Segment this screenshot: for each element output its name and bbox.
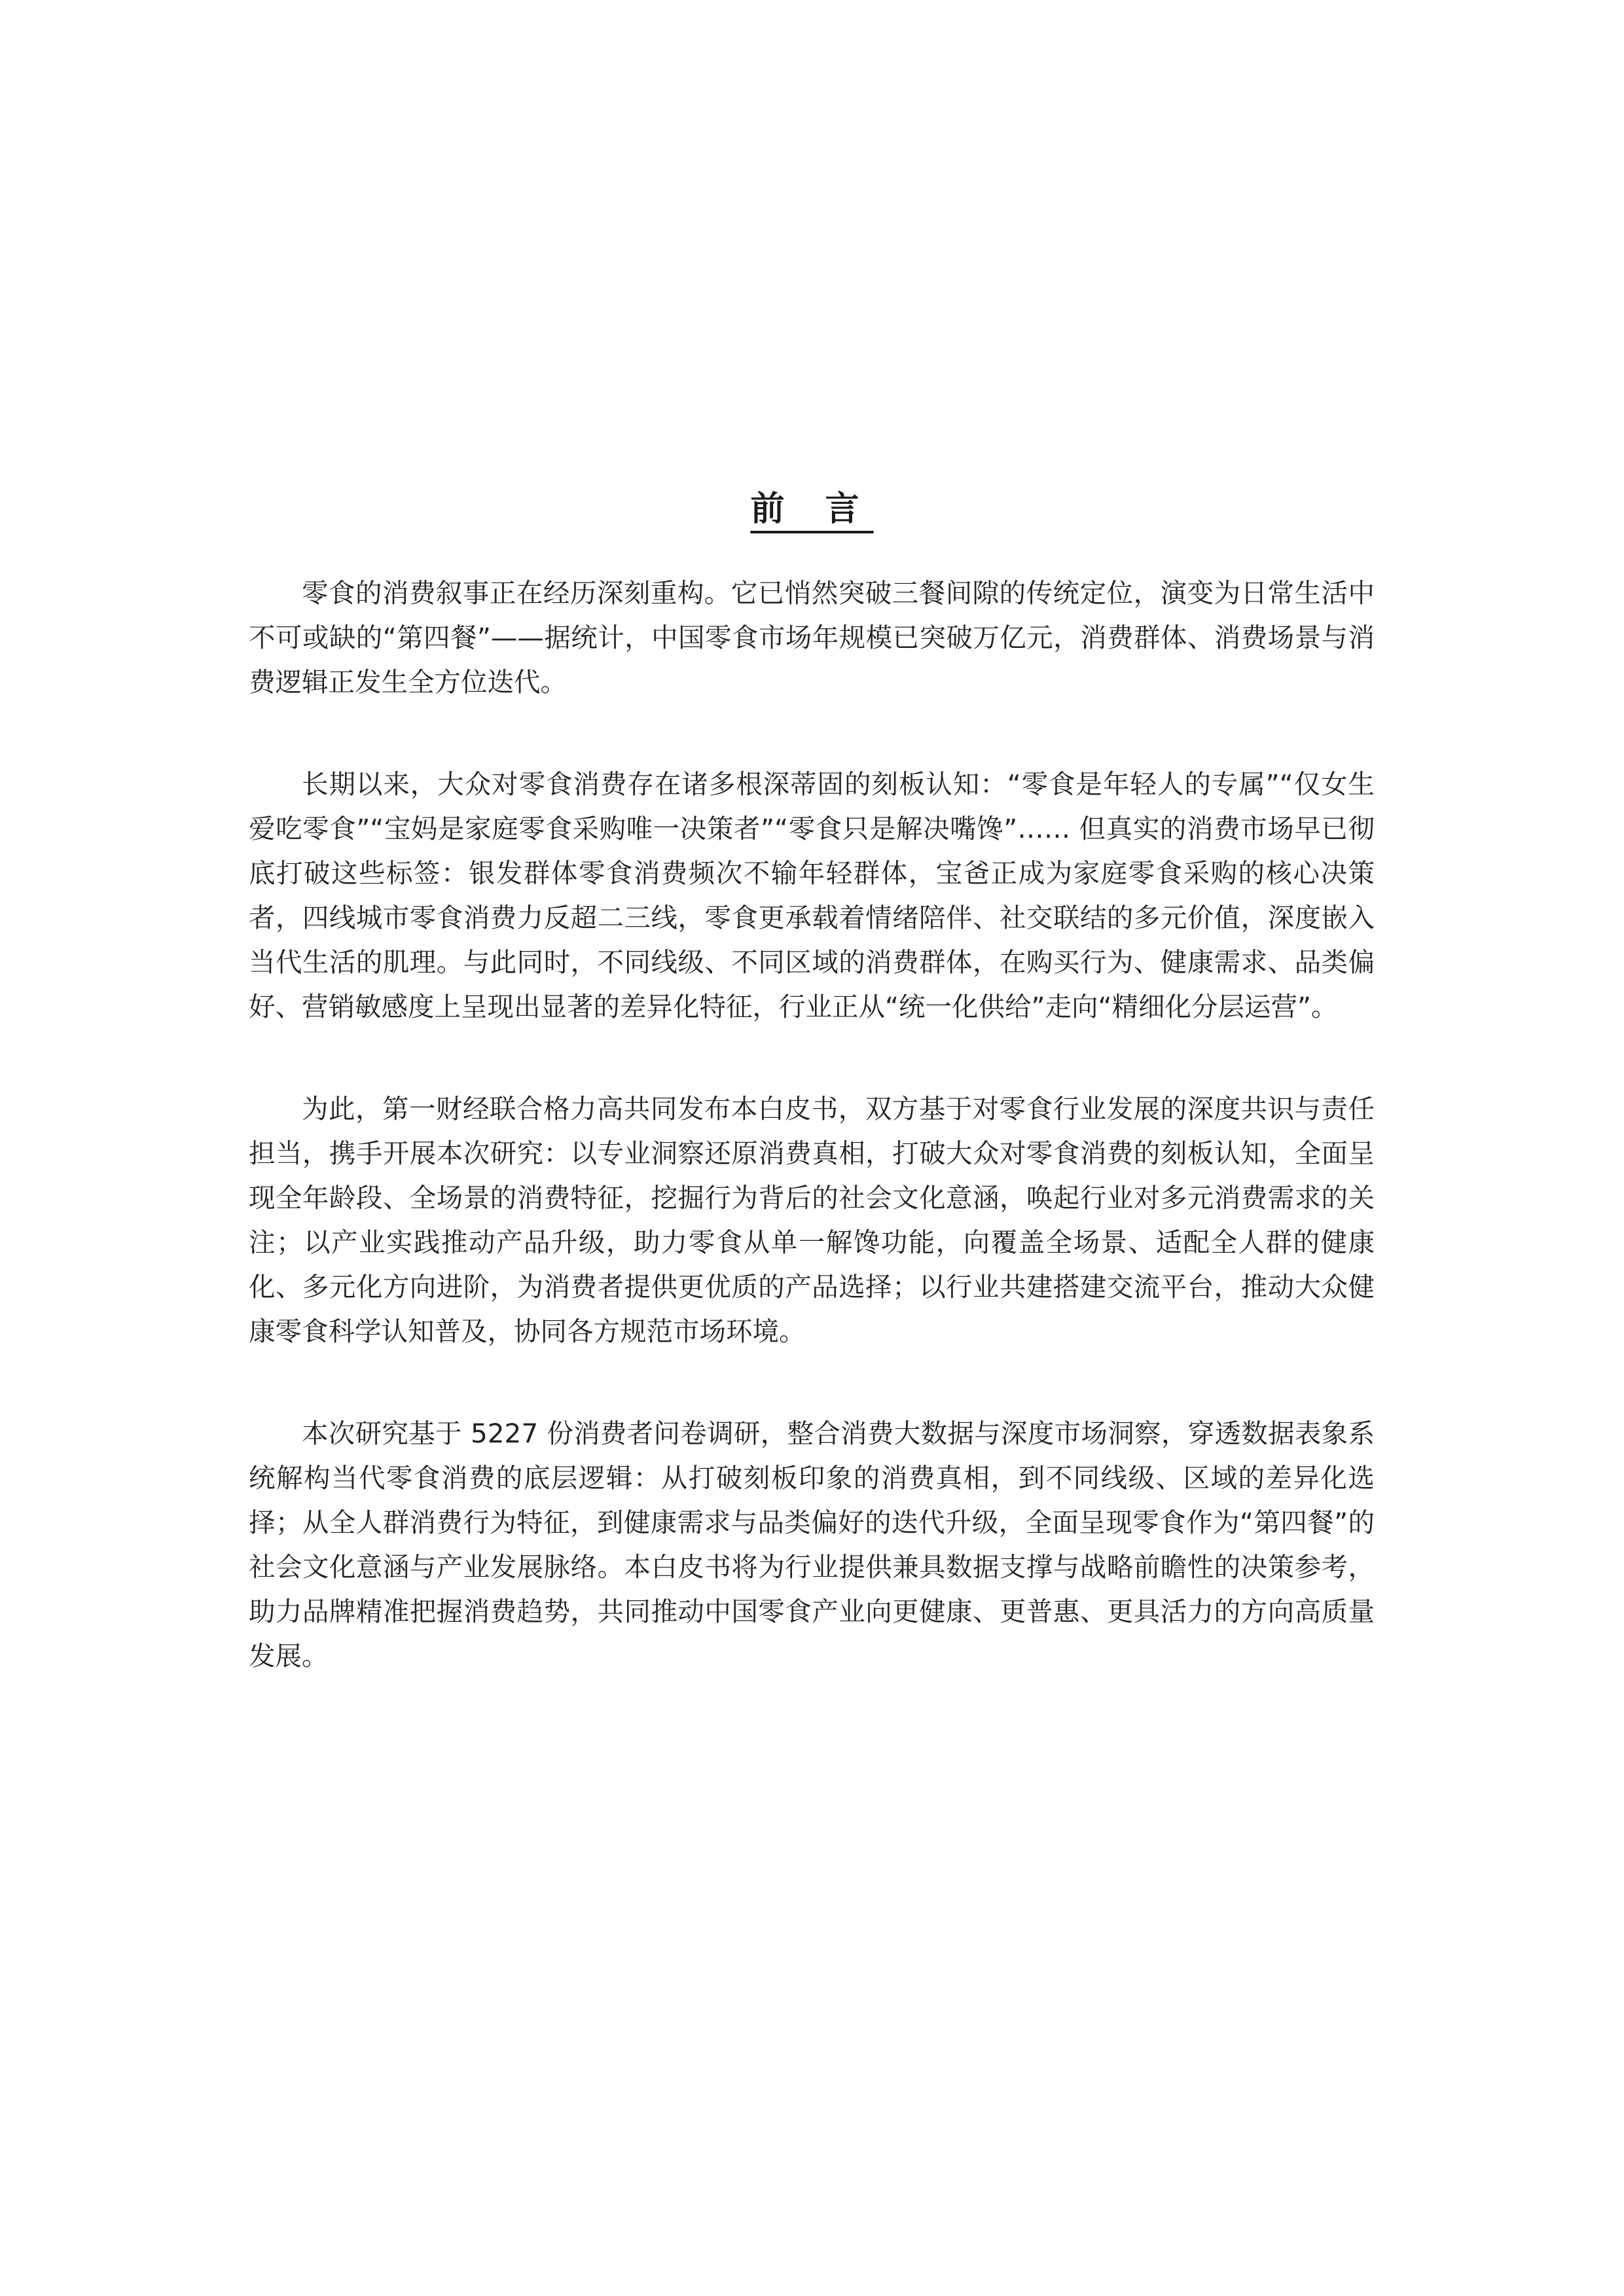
- page-title: 前 言: [750, 489, 874, 529]
- paragraph-1: 零食的消费叙事正在经历深刻重构。它已悄然突破三餐间隙的传统定位，演变为日常生活中不可或缺的“第四餐”——据统计，中国零食市场年规模已突破万亿元，消费群体、消费场景与消费逻辑正发生全方位迭代。: [249, 577, 1375, 698]
- paragraph-2: 长期以来，大众对零食消费存在诸多根深蒂固的刻板认知：“零食是年轻人的专属”“仅女生爱吃零食”“宝妈是家庭零食采购唯一决策者”“零食只是解决嘴馋”…… 但真实的消费市场早已彻底打破这些标签：银发群体零食消费频次不输年轻群体，宝爸正成为家庭零食采购的核心决策者，四线城市零食消费力反超二三线，零食更承载着情绪陪伴、社交联结的多元价值，深度嵌入当代生活的肌理。与此同时，不同线级、不同区域的消费群体，在购买行为、健康需求、品类偏好、营销敏感度上呈现出显著的差异化特征，行业正从“统一化供给”走向“精细化分层运营”。: [249, 768, 1375, 1022]
- paragraph-3: 为此，第一财经联合格力高共同发布本白皮书，双方基于对零食行业发展的深度共识与责任担当，携手开展本次研究：以专业洞察还原消费真相，打破大众对零食消费的刻板认知，全面呈现全年龄段、全场景的消费特征，挖掘行为背后的社会文化意涵，唤起行业对多元消费需求的关注；以产业实践推动产品升级，助力零食从单一解馋功能，向覆盖全场景、适配全人群的健康化、多元化方向进阶，为消费者提供更优质的产品选择；以行业共建搭建交流平台，推动大众健康零食科学认知普及，协同各方规范市场环境。: [249, 1093, 1375, 1347]
- preface-body: [249, 571, 1375, 1736]
- paragraph-4: 本次研究基于 5227 份消费者问卷调研，整合消费大数据与深度市场洞察，穿透数据表象系统解构当代零食消费的底层逻辑：从打破刻板印象的消费真相，到不同线级、区域的差异化选择；从全人群消费行为特征，到健康需求与品类偏好的迭代升级，全面呈现零食作为“第四餐”的社会文化意涵与产业发展脉络。本白皮书将为行业提供兼具数据支撑与战略前瞻性的决策参考，助力品牌精准把握消费趋势，共同推动中国零食产业向更健康、更普惠、更具活力的方向高质量发展。: [249, 1418, 1375, 1672]
